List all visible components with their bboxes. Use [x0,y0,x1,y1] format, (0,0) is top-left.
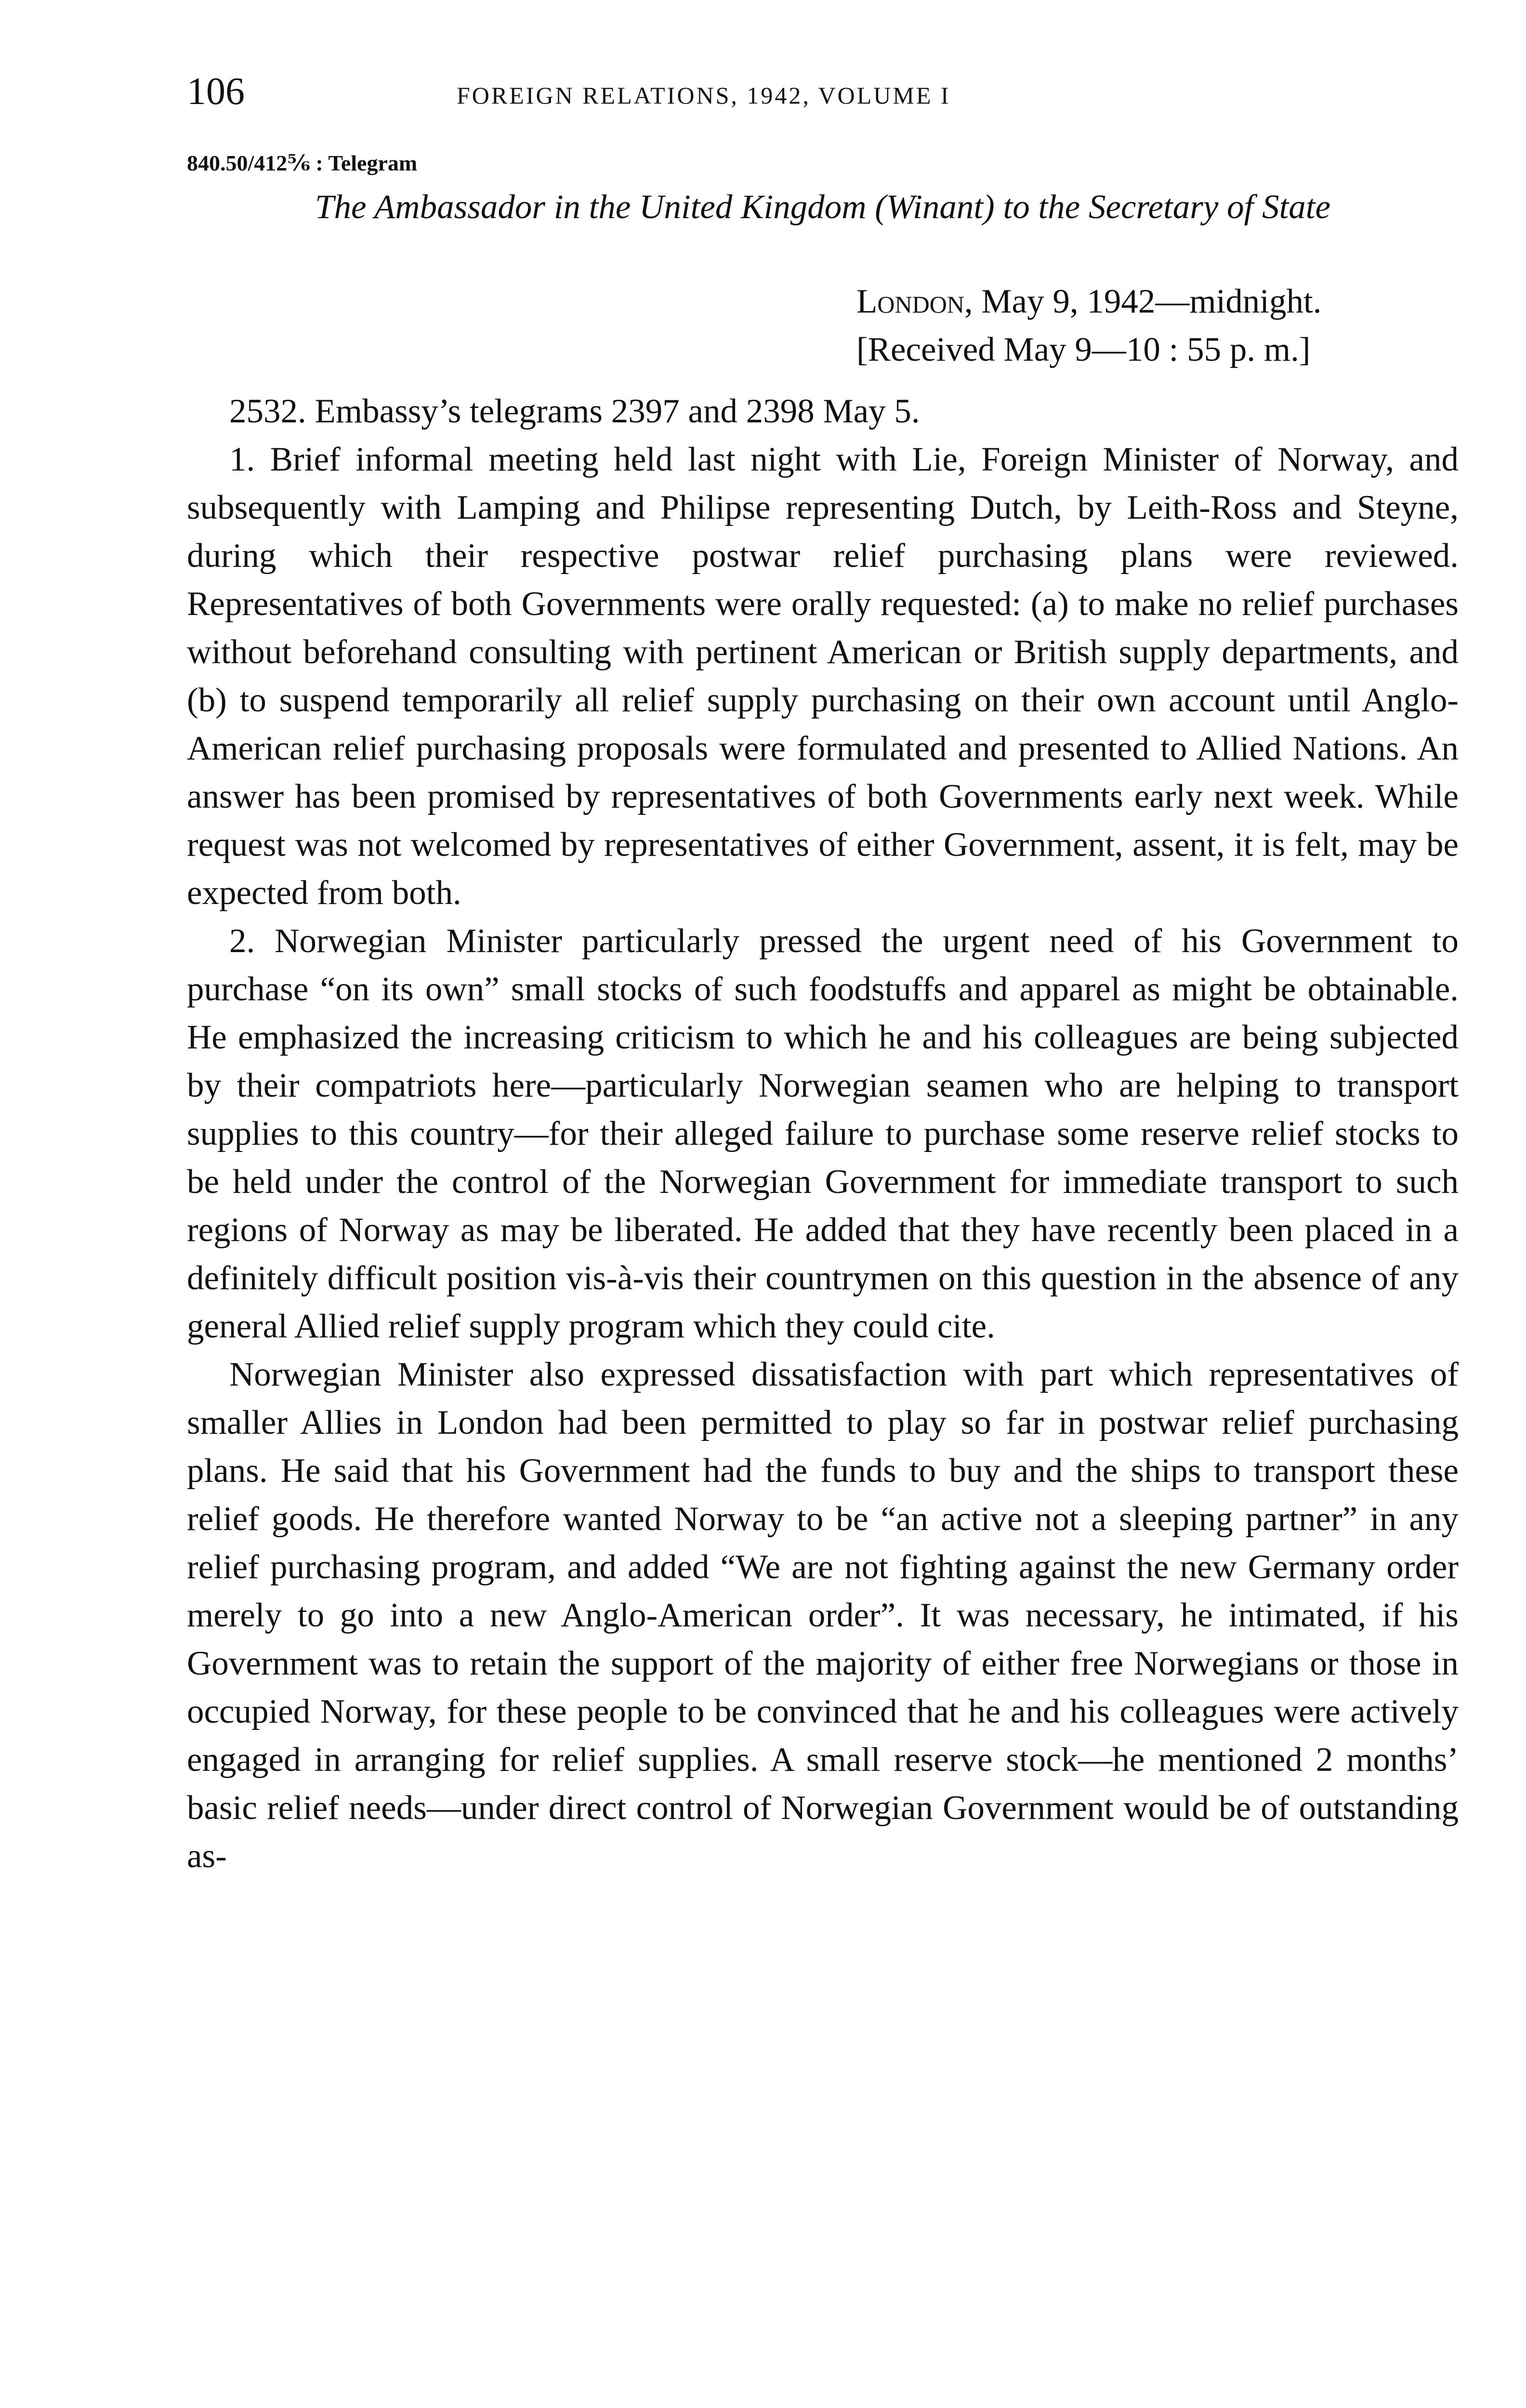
dateline-date: , May 9, 1942—midnight. [964,283,1322,320]
dateline-received: [Received May 9—10 : 55 p. m.] [856,331,1311,368]
paragraph: 2. Norwegian Minister particularly pressed the urgent need of his Government to purchase “on its own” small stocks of such foodstuffs and apparel as might be obtainable. He emphasized the increasing criticism to which he and his colleagues are being subjected by their compatriots here—particularly Norwegian seamen who are helping to transport supplies to this country—for their alleged failure to purchase some reserve relief stocks to be held under the control of the Norwegian Government for immediate transport to such regions of Norway as may be liberated. He added that they have recently been placed in a definitely difficult position vis-à-vis their countrymen on this question in the absence of any general Allied relief supply program which they could cite. [187,922,1459,1345]
paragraph: 2532. Embassy’s telegrams 2397 and 2398 May 5. [229,393,920,430]
running-title: FOREIGN RELATIONS, 1942, VOLUME I [457,82,951,109]
running-head [187,67,1459,120]
paragraph: Norwegian Minister also expressed dissatisfaction with part which representatives of smaller Allies in London had been permitted to play so far in postwar relief purchasing plans. He said that his Government had the funds to buy and the ships to transport these relief goods. He therefore wanted Norway to be “an active not a sleeping partner” in any relief purchasing program, and added “We are not fighting against the new Germany order merely to go into a new Anglo-American order”. It was necessary, he intimated, if his Government was to retain the support of the majority of either free Norwegians or those in occupied Norway, for these people to be convinced that he and his colleagues were actively engaged in arranging for relief supplies. A small reserve stock—he mentioned 2 months’ basic relief needs—under direct control of Norwegian Government would be of outstanding as- [187,1356,1459,1875]
document-page [187,67,1459,1880]
document-title: The Ambassador in the United Kingdom (Winant) to the Secretary of State [315,188,1331,226]
page-number: 106 [187,70,245,113]
telegram-body [187,387,1459,1880]
dateline-city: London [856,283,964,320]
paragraph: 1. Brief informal meeting held last night with Lie, Foreign Minister of Norway, and subsequently with Lamping and Philipse representing Dutch, by Leith-Ross and Steyne, during which their respective postwar relief purchasing plans were reviewed. Representatives of both Governments were orally requested: (a) to make no relief purchases without beforehand consulting with pertinent American or British supply departments, and (b) to suspend temporarily all relief supply purchasing on their own account until Anglo-American relief purchasing proposals were formulated and presented to Allied Nations. An answer has been promised by representatives of both Governments early next week. While request was not welcomed by representatives of either Government, assent, it is felt, may be expected from both. [187,441,1459,912]
dateline [856,277,1459,374]
dateline-sent [856,277,1459,326]
document-reference: 840.50/412⅚ : Telegram [187,151,418,175]
